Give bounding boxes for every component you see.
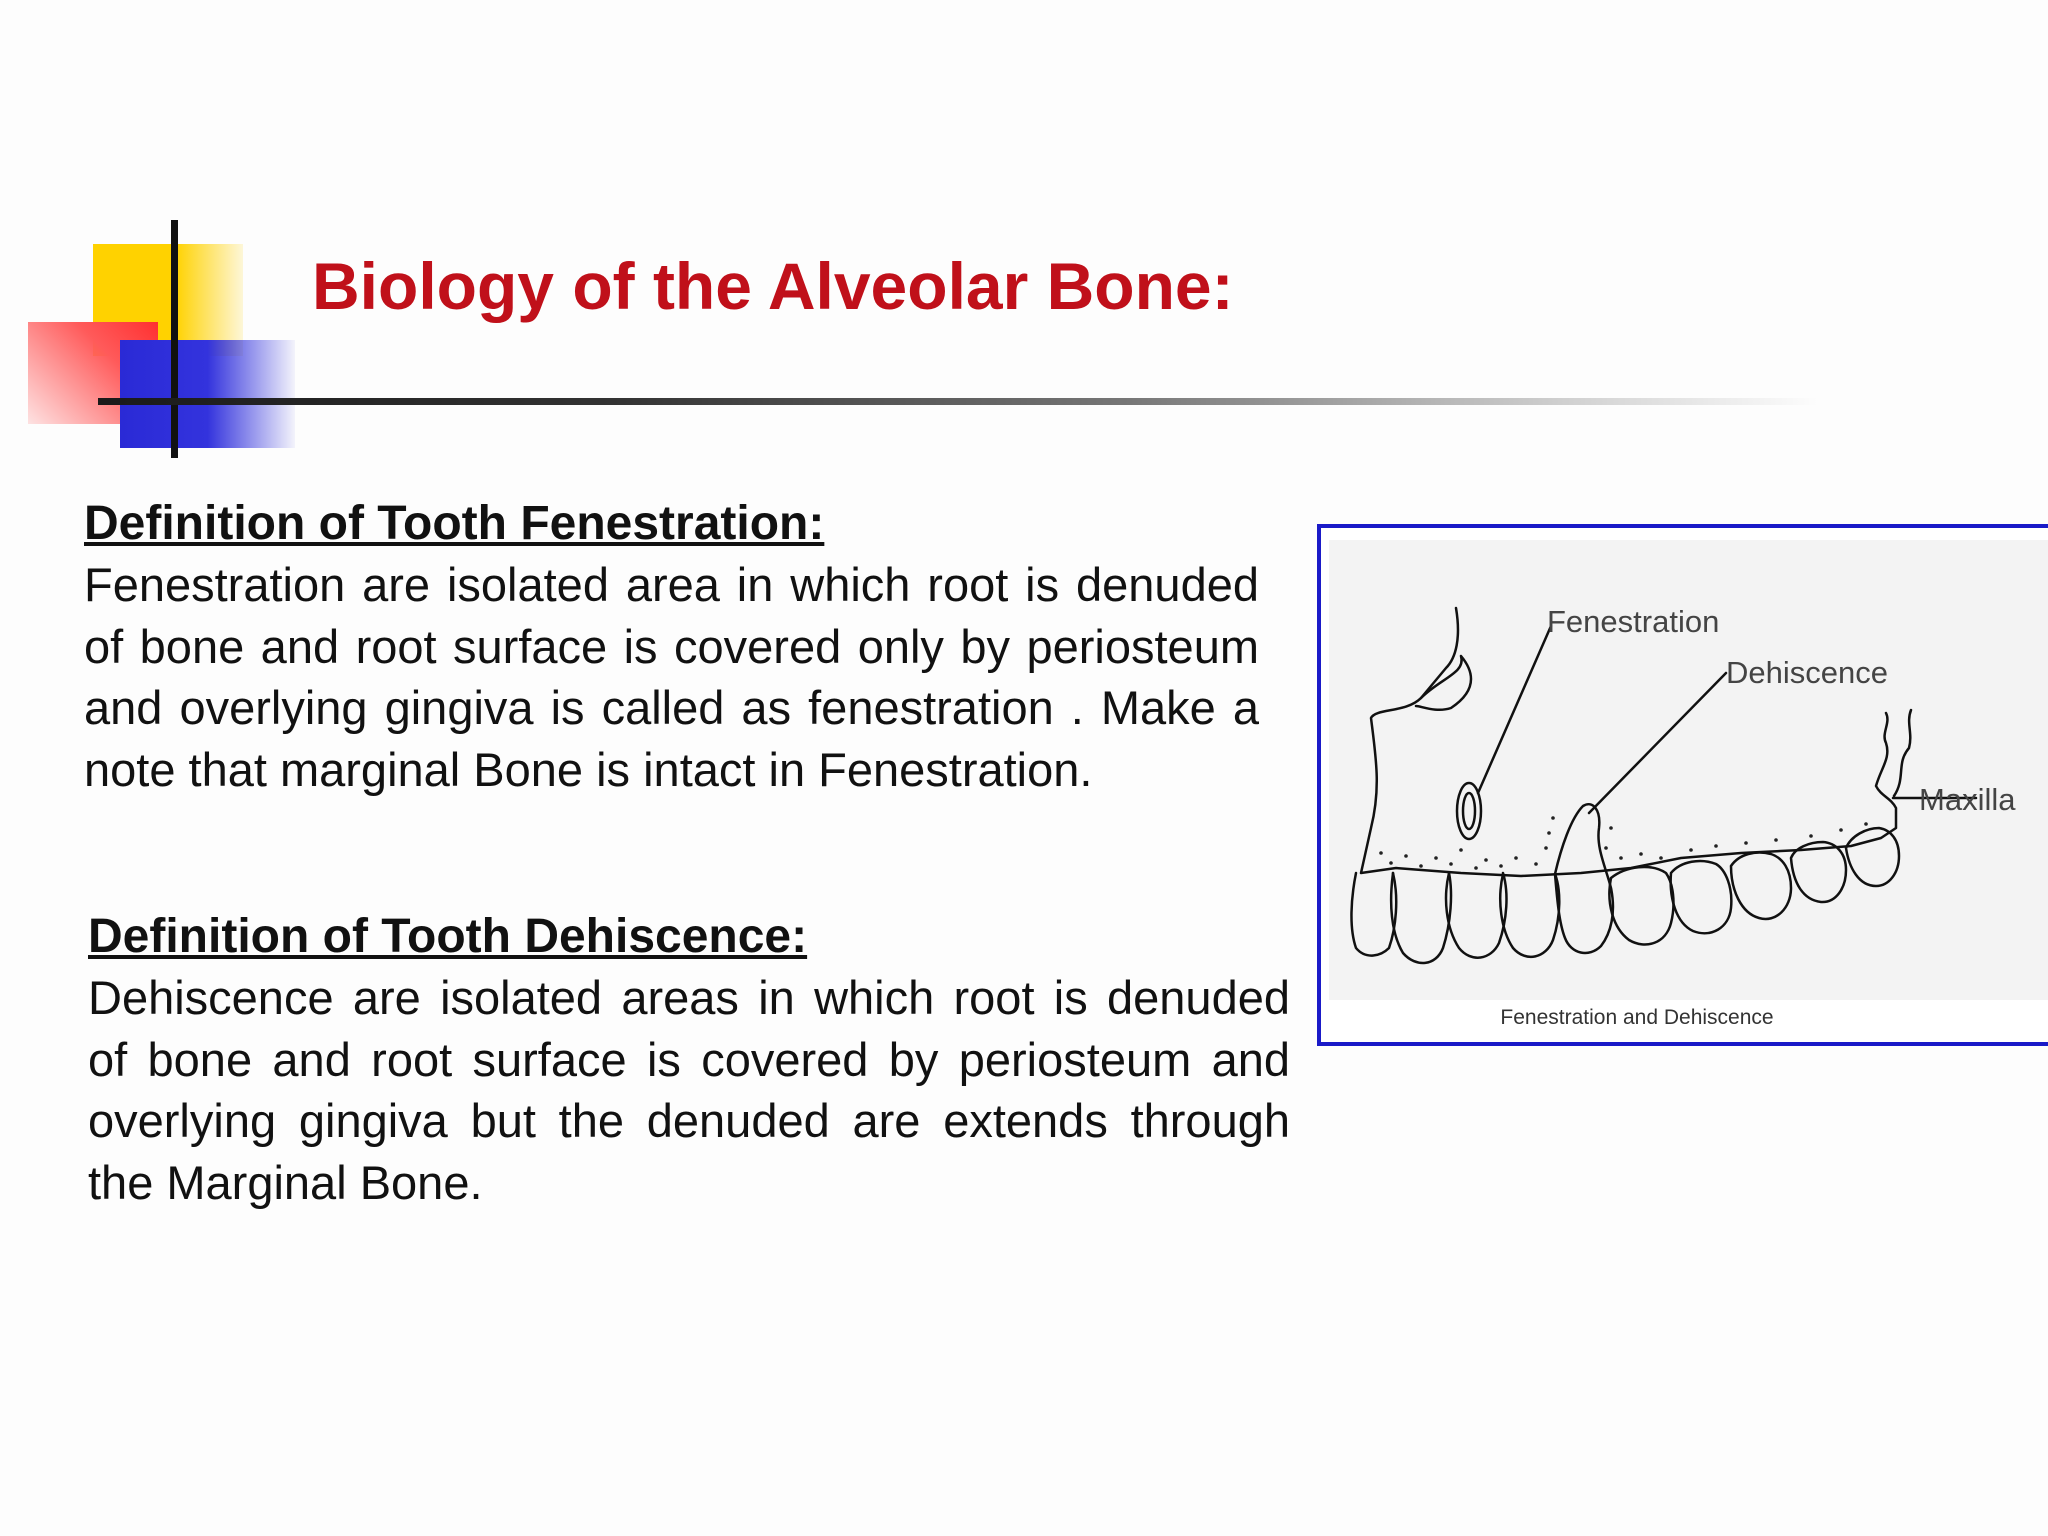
label-dehiscence: Dehiscence — [1726, 655, 1888, 690]
maxilla-outline — [1361, 608, 1896, 876]
orbit-notch — [1416, 656, 1471, 710]
tooth-10 — [1846, 828, 1899, 886]
dehiscence-body: Dehiscence are isolated areas in which root is denuded of bone and root surface is covered by periosteum and overlying gingiva but the denuded are extends through the Marginal Bone. — [88, 971, 1290, 1209]
tooth-2 — [1391, 873, 1451, 963]
tooth-7 — [1671, 861, 1732, 933]
tooth-illustration — [1321, 528, 2048, 998]
tooth-3 — [1446, 873, 1506, 958]
slide-title: Biology of the Alveolar Bone: — [312, 249, 1234, 323]
fenestration-pointer — [1478, 626, 1551, 793]
figure-caption: Fenestration and Dehiscence — [1500, 1006, 1774, 1029]
tooth-1 — [1351, 873, 1396, 956]
decor-blue-square — [120, 340, 295, 448]
dehiscence-heading: Definition of Tooth Dehiscence: — [88, 910, 808, 963]
fenestration-section — [84, 494, 1259, 800]
fenestration-body: Fenestration are isolated area in which root is denuded of bone and root surface is covered only by periosteum and overlying gingiva is called as fenestration . Make a note that marginal Bone is intact in Fenestration. — [84, 558, 1259, 796]
fenestration-heading: Definition of Tooth Fenestration: — [84, 497, 825, 550]
label-maxilla: Maxilla — [1919, 782, 2016, 817]
tooth-5-dehiscence — [1555, 804, 1613, 953]
bone-stipple — [1379, 816, 1868, 870]
title-underline-rule — [98, 398, 1818, 405]
tooth-8 — [1731, 853, 1791, 919]
dehiscence-section — [88, 907, 1290, 1213]
decor-vertical-line — [171, 220, 178, 458]
tooth-4 — [1500, 874, 1559, 957]
tooth-6 — [1609, 867, 1673, 945]
figure-frame — [1317, 524, 2048, 1046]
dehiscence-pointer — [1589, 673, 1726, 813]
label-fenestration: Fenestration — [1547, 604, 1720, 639]
